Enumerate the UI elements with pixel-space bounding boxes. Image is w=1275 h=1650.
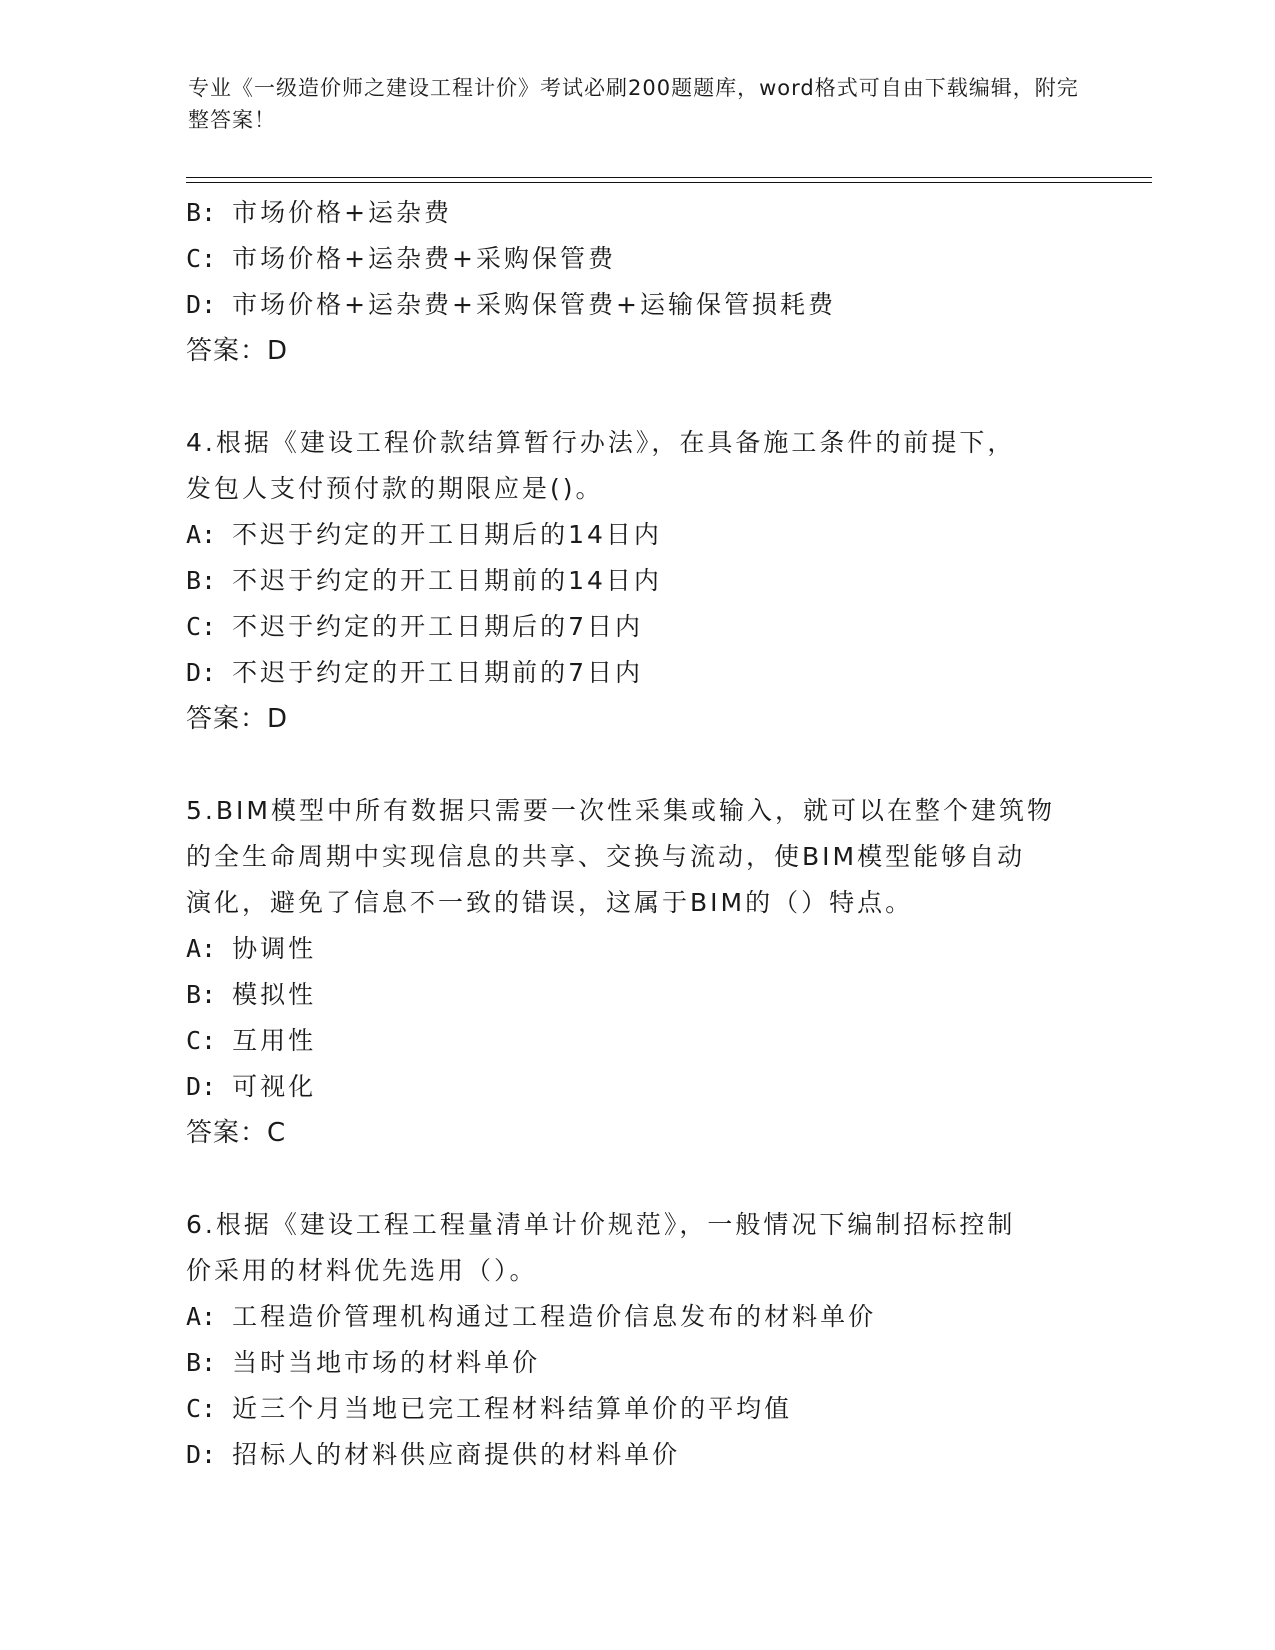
- q5-option-c: [186, 1018, 1086, 1064]
- q5-option-b: [186, 972, 1086, 1018]
- q4-option-c: [186, 604, 1086, 650]
- option-text: 协调性: [232, 934, 317, 963]
- q3-option-b: [186, 190, 1086, 236]
- q3-option-c: [186, 236, 1086, 282]
- option-label: C:: [186, 612, 217, 641]
- option-label: A:: [186, 934, 217, 963]
- option-label: A:: [186, 1302, 217, 1331]
- option-text: 市场价格+运杂费+采购保管费: [232, 244, 617, 273]
- header-rule-top: [186, 177, 1152, 178]
- q6-option-b: [186, 1340, 1086, 1386]
- option-label: D:: [186, 290, 217, 319]
- q3-answer: 答案：D: [186, 336, 289, 366]
- option-label: D:: [186, 1440, 217, 1469]
- spacer: [186, 742, 1086, 788]
- option-label: B:: [186, 566, 217, 595]
- option-text: 市场价格+运杂费+采购保管费+运输保管损耗费: [232, 290, 836, 319]
- option-label: D:: [186, 1072, 217, 1101]
- option-text: 招标人的材料供应商提供的材料单价: [232, 1440, 681, 1469]
- option-text: 当时当地市场的材料单价: [232, 1348, 541, 1377]
- option-label: C:: [186, 1026, 217, 1055]
- q6-option-c: [186, 1386, 1086, 1432]
- option-label: A:: [186, 520, 217, 549]
- page-header: 专业《一级造价师之建设工程计价》考试必刷200题题库，word格式可自由下载编辑，附完整答案！: [188, 76, 1079, 132]
- q5-stem-line2: 的全生命周期中实现信息的共享、交换与流动，使BIM模型能够自动: [186, 842, 1026, 871]
- option-label: C:: [186, 1394, 217, 1423]
- spacer: [186, 1156, 1086, 1202]
- q6-option-a: [186, 1294, 1086, 1340]
- option-text: 近三个月当地已完工程材料结算单价的平均值: [232, 1394, 793, 1423]
- q5-option-a: [186, 926, 1086, 972]
- option-label: D:: [186, 658, 217, 687]
- q4-stem-line2: 发包人支付预付款的期限应是()。: [186, 474, 604, 503]
- option-label: C:: [186, 244, 217, 273]
- header-rule-bottom: [186, 182, 1152, 183]
- option-text: 市场价格+运杂费: [232, 198, 453, 227]
- q5-option-d: [186, 1064, 1086, 1110]
- q6-stem-line1: 6.根据《建设工程工程量清单计价规范》，一般情况下编制招标控制: [186, 1210, 1016, 1239]
- option-text: 不迟于约定的开工日期后的14日内: [232, 520, 662, 549]
- option-text: 不迟于约定的开工日期后的7日内: [232, 612, 644, 641]
- q4-option-a: [186, 512, 1086, 558]
- q4-stem-line1: 4.根据《建设工程价款结算暂行办法》，在具备施工条件的前提下，: [186, 428, 1016, 457]
- option-label: B:: [186, 1348, 217, 1377]
- option-text: 工程造价管理机构通过工程造价信息发布的材料单价: [232, 1302, 877, 1331]
- option-text: 互用性: [232, 1026, 317, 1055]
- q5-answer: 答案：C: [186, 1118, 287, 1148]
- q4-option-d: [186, 650, 1086, 696]
- option-text: 不迟于约定的开工日期前的14日内: [232, 566, 662, 595]
- q5-stem-line3: 演化，避免了信息不一致的错误，这属于BIM的（）特点。: [186, 888, 914, 917]
- option-text: 可视化: [232, 1072, 317, 1101]
- q6-option-d: [186, 1432, 1086, 1478]
- q6-stem-line2: 价采用的材料优先选用（）。: [186, 1256, 538, 1285]
- option-label: B:: [186, 198, 217, 227]
- option-text: 不迟于约定的开工日期前的7日内: [232, 658, 644, 687]
- option-text: 模拟性: [232, 980, 317, 1009]
- q3-option-d: [186, 282, 1086, 328]
- option-label: B:: [186, 980, 217, 1009]
- q4-answer: 答案：D: [186, 704, 289, 734]
- spacer: [186, 374, 1086, 420]
- q5-stem-line1: 5.BIM模型中所有数据只需要一次性采集或输入，就可以在整个建筑物: [186, 796, 1055, 825]
- question-content: [186, 190, 1086, 1478]
- q4-option-b: [186, 558, 1086, 604]
